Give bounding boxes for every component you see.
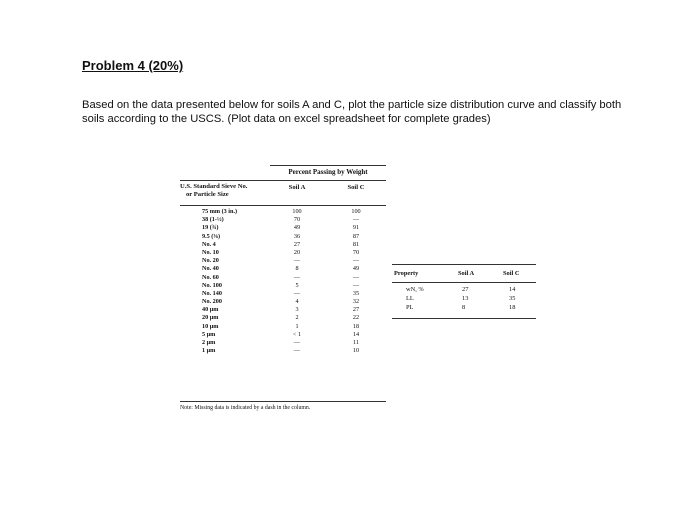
soil-c-cell: 100 <box>351 208 361 215</box>
property-name-cell: wN, % <box>406 286 424 293</box>
soil-a-cell: 8 <box>295 265 299 273</box>
soil-c-cell: 10 <box>352 347 360 355</box>
table-row <box>180 290 386 298</box>
sieve-header-line1: U.S. Standard Sieve No. <box>180 183 248 190</box>
table-bottom-rule <box>180 401 386 402</box>
property-soil-c-cell: 35 <box>509 295 516 302</box>
soil-a-cell: — <box>293 339 301 346</box>
table-row <box>180 249 386 257</box>
header-rule <box>180 205 386 206</box>
sieve-size-cell: 75 mm (3 in.) <box>202 208 238 215</box>
soil-a-cell: 1 <box>295 322 299 330</box>
sieve-size-cell: No. 10 <box>202 248 219 256</box>
soil-a-cell: 36 <box>293 232 301 240</box>
soil-a-cell: 4 <box>295 298 299 306</box>
property-header-rule <box>392 282 536 283</box>
sieve-size-cell: No. 140 <box>202 289 222 297</box>
sieve-rows <box>180 208 386 355</box>
soil-a-cell: 70 <box>293 216 301 224</box>
percent-passing-header: Percent Passing by Weight <box>270 166 386 181</box>
table-row <box>180 306 386 314</box>
soil-c-cell: 70 <box>352 248 360 256</box>
property-soil-c-cell: 18 <box>509 304 516 311</box>
soil-c-cell: 35 <box>352 289 360 297</box>
property-soil-a-cell: 13 <box>462 295 469 302</box>
table-row <box>180 314 386 322</box>
sieve-size-cell: 10 μm <box>202 322 219 330</box>
table-row <box>180 347 386 355</box>
property-name-cell: LL <box>406 295 414 302</box>
property-top-rule <box>392 264 536 265</box>
table-row <box>180 282 386 290</box>
soil-a-cell: — <box>293 289 301 297</box>
table-row <box>180 241 386 249</box>
soil-c-cell: 18 <box>352 322 360 330</box>
soil-a-cell: 49 <box>293 224 301 232</box>
sieve-size-cell: No. 4 <box>202 240 216 248</box>
table-row <box>180 339 386 347</box>
property-header: Property <box>394 270 419 277</box>
property-soil-c-header: Soil C <box>503 270 520 277</box>
table-row <box>180 323 386 331</box>
sieve-size-cell: No. 20 <box>202 257 219 265</box>
property-soil-c-cell: 14 <box>509 286 516 293</box>
table-note: Note: Missing data is indicated by a dash in the column. <box>180 405 311 411</box>
table-row <box>180 298 386 306</box>
table-row <box>180 265 386 273</box>
soil-a-cell: 100 <box>292 208 302 215</box>
soil-a-cell: 27 <box>293 240 301 248</box>
table-row <box>180 274 386 282</box>
table-row <box>180 233 386 241</box>
soil-c-cell: — <box>352 257 360 265</box>
soil-c-cell: 32 <box>352 298 360 306</box>
sieve-size-cell: 40 μm <box>202 306 219 314</box>
sieve-size-cell: 38 (1-½) <box>202 216 224 224</box>
property-soil-a-cell: 27 <box>462 286 469 293</box>
soil-a-cell: — <box>293 347 301 355</box>
soil-c-cell: 91 <box>352 224 360 232</box>
soil-a-header: Soil A <box>288 184 306 191</box>
sieve-size-cell: 19 (¾) <box>202 224 219 232</box>
table-row <box>180 208 386 216</box>
sieve-size-cell: 9.5 (⅜) <box>202 232 221 240</box>
soil-c-cell: 14 <box>352 330 360 338</box>
table-row <box>180 224 386 232</box>
property-bottom-rule <box>392 318 536 319</box>
table-row <box>180 331 386 339</box>
sieve-size-cell: No. 100 <box>202 281 222 289</box>
sieve-size-cell: 1 μm <box>202 347 216 355</box>
soil-c-cell: 22 <box>352 314 360 322</box>
soil-c-cell: 81 <box>352 240 360 248</box>
soil-a-cell: 5 <box>295 281 299 289</box>
sieve-size-cell: No. 40 <box>202 265 219 273</box>
sieve-column-header <box>180 180 270 205</box>
property-name-cell: PL <box>406 304 414 311</box>
sieve-size-cell: No. 60 <box>202 273 219 281</box>
property-soil-a-cell: 8 <box>462 304 466 311</box>
sieve-size-cell: No. 200 <box>202 298 222 306</box>
sieve-size-cell: 20 μm <box>202 314 219 322</box>
soil-a-cell: 2 <box>295 314 299 322</box>
soil-c-cell: 49 <box>352 265 360 273</box>
soil-c-cell: 11 <box>353 339 359 346</box>
soil-a-cell: 3 <box>295 306 299 314</box>
soil-a-cell: 20 <box>293 248 301 256</box>
sieve-size-cell: 5 μm <box>202 330 216 338</box>
soil-c-cell: 87 <box>352 232 360 240</box>
sieve-header-line2: or Particle Size <box>186 191 229 198</box>
soil-c-header: Soil C <box>347 184 365 191</box>
sieve-size-cell: 2 μm <box>202 339 216 346</box>
problem-statement: Based on the data presented below for soils A and C, plot the particle size distribution curve and classify both soils according to the USCS. (Plot data on excel spreadsheet for complete grades) <box>82 99 622 125</box>
property-soil-a-header: Soil A <box>458 270 475 277</box>
table-row <box>180 216 386 224</box>
soil-a-cell: — <box>293 273 301 281</box>
soil-c-cell: — <box>352 273 360 281</box>
soil-c-cell: — <box>352 281 360 289</box>
soil-a-cell: — <box>293 257 301 265</box>
soil-a-cell: < 1 <box>292 330 302 338</box>
soil-c-cell: 27 <box>352 306 360 314</box>
problem-title: Problem 4 (20%) <box>82 58 184 73</box>
table-row <box>180 257 386 265</box>
soil-c-cell: — <box>352 216 360 224</box>
